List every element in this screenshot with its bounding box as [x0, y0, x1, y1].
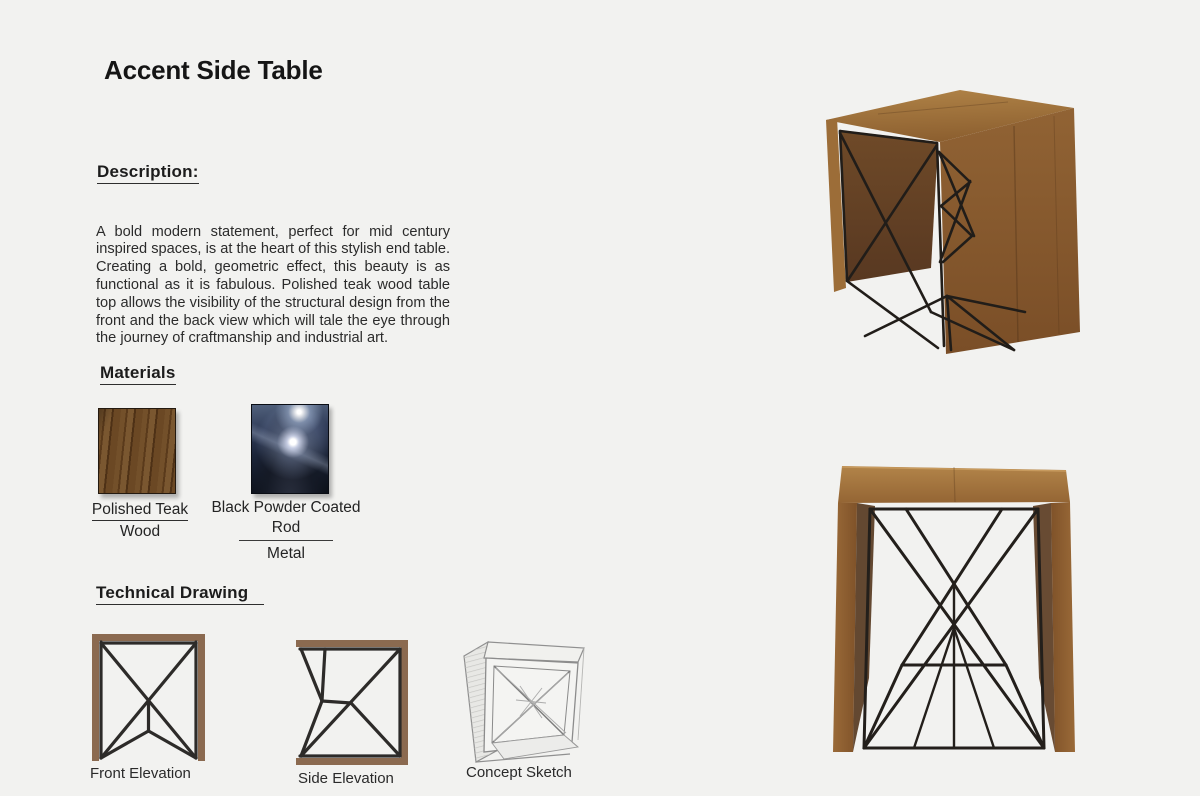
concept-sketch-label: Concept Sketch: [466, 764, 572, 781]
technical-drawing-heading: [96, 583, 264, 603]
teak-wood-swatch: [98, 408, 176, 494]
table-photo-angled: [818, 84, 1084, 356]
front-elevation-label: Front Elevation: [90, 765, 191, 782]
materials-heading: [100, 363, 176, 383]
description-heading: [97, 162, 199, 182]
rod-material-type: Metal: [267, 545, 305, 563]
front-elevation-drawing: [92, 634, 205, 761]
side-elevation-drawing: [296, 640, 408, 765]
teak-material-label: [86, 500, 194, 542]
description-heading-text: Description:: [97, 162, 199, 184]
metal-rod-swatch: [251, 404, 329, 494]
teak-material-name: Polished Teak: [92, 501, 188, 521]
rod-material-name: Black Powder Coated Rod: [211, 499, 361, 537]
description-body: A bold modern statement, perfect for mid century inspired spaces, is at the heart of this stylish end table. Creating a bold, geometric effect, this beauty is as functional as it is fabulous. Polished teak wood table top allows the visibility of the structural design from the front and the back view which will tale the eye through the journey of craftmanship and industrial art.: [96, 223, 450, 347]
concept-sketch-drawing: [458, 628, 594, 768]
technical-drawing-heading-text: Technical Drawing: [96, 583, 264, 605]
table-photo-front: [832, 458, 1076, 756]
teak-material-type: Wood: [119, 523, 161, 541]
side-elevation-label: Side Elevation: [298, 770, 394, 787]
rod-label-underline: [239, 540, 333, 541]
page-title: Accent Side Table: [104, 55, 323, 85]
materials-heading-text: Materials: [100, 363, 176, 385]
rod-material-label: [198, 498, 374, 564]
